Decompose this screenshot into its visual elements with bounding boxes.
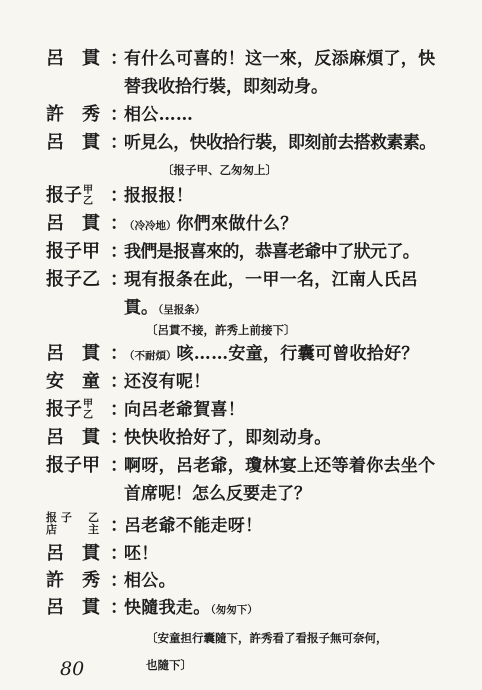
speaker-name: 安 童: [46, 371, 100, 392]
colon: ：: [110, 269, 128, 290]
dialogue-text: 报报报！: [124, 186, 194, 206]
acting-note: （冷冷地）: [124, 220, 177, 232]
dialogue-line: [0, 100, 482, 130]
colon: ：: [110, 48, 128, 69]
dialogue-text: 呂老爺不能走呀！: [124, 516, 263, 536]
dialogue-text: 相公……: [124, 105, 194, 125]
dialogue-line: [0, 128, 482, 158]
colon: ：: [110, 597, 128, 618]
dialogue-text: 快快收拾好了，即刻动身。: [124, 428, 332, 448]
colon: ：: [110, 543, 128, 564]
acting-note: （呈报条）: [158, 304, 206, 316]
speaker-name: 呂 貫: [46, 48, 100, 69]
dialogue-text: 貫。（呈报条）: [124, 298, 206, 318]
colon: ：: [110, 455, 128, 476]
dialogue-continuation: [0, 479, 482, 509]
stage-direction: 〔报子甲、乙匆匆上〕: [162, 163, 277, 177]
acting-note: （匆匆下）: [210, 604, 258, 616]
dialogue-text: 相公。: [124, 571, 176, 591]
dialogue-line: [0, 265, 482, 295]
dialogue-text: 听見么，快收拾行裝，即刻前去搭救素素。: [124, 133, 436, 153]
colon: ：: [110, 343, 128, 364]
colon: ：: [110, 104, 128, 125]
stage-direction: 〔安童担行囊隨下，許秀看了看报子無可奈何，: [146, 631, 388, 645]
dialogue-line: [0, 451, 482, 481]
speaker-name: 报子甲: [46, 241, 100, 262]
dialogue-text: 快隨我走。（匆匆下）: [124, 598, 258, 618]
colon: ：: [110, 132, 128, 153]
dialogue-text: 呸！: [124, 544, 159, 564]
speaker-subscript: 甲 乙: [83, 185, 93, 207]
stage-direction: 也隨下〕: [146, 658, 192, 672]
speaker-name: 許 秀: [46, 104, 100, 125]
acting-note: （不耐煩）: [124, 350, 177, 362]
dialogue-line: [0, 44, 482, 74]
dialogue-text: 啊呀，呂老爺，瓊林宴上还等着你去坐个: [124, 456, 436, 476]
speaker-group: 报 子 店: [46, 511, 72, 536]
colon: ：: [110, 570, 128, 591]
dialogue-line: [0, 539, 482, 569]
colon: ：: [110, 185, 128, 206]
speaker-name: 呂 貫: [46, 427, 100, 448]
speaker-name: 呂 貫: [46, 597, 100, 618]
dialogue-text: 有什么可喜的！这一來，反添麻煩了，快: [124, 49, 436, 69]
dialogue-line: [0, 593, 482, 623]
speaker-name: 报子甲 乙: [46, 399, 93, 421]
dialogue-line: [0, 509, 482, 543]
speaker-name: 呂 貫: [46, 213, 100, 234]
colon: ：: [110, 371, 128, 392]
dialogue-text: （冷冷地）你們來做什么？: [124, 214, 298, 234]
speaker-name: 呂 貫: [46, 343, 100, 364]
speaker-name: 呂 貫: [46, 543, 100, 564]
speaker-name: [46, 512, 110, 536]
speaker-name: 呂 貫: [46, 132, 100, 153]
dialogue-text: 向呂老爺賀喜！: [124, 400, 246, 420]
dialogue-continuation: [0, 72, 482, 102]
speaker-subscript: 甲 乙: [83, 399, 93, 421]
stage-direction: 〔呂貫不接，許秀上前接下〕: [146, 323, 296, 337]
dialogue-text: 还沒有呢！: [124, 372, 211, 392]
dialogue-line: [0, 566, 482, 596]
speaker-name: 报子甲: [46, 455, 100, 476]
colon: ：: [110, 515, 128, 536]
dialogue-text: （不耐煩）咳……安童，行囊可曾收拾好？: [124, 344, 419, 364]
speaker-name: 报子乙: [46, 269, 100, 290]
dialogue-text: 替我收拾行裝，即刻动身。: [124, 77, 328, 97]
dialogue-text: 現有报条在此，一甲一名，江南人氏呂: [124, 270, 419, 290]
speaker-group: 乙 主: [88, 511, 99, 536]
dialogue-line: [0, 367, 482, 397]
dialogue-line: [0, 237, 482, 267]
dialogue-line: [0, 395, 482, 425]
colon: ：: [110, 427, 128, 448]
dialogue-line: [0, 181, 482, 211]
colon: ：: [110, 241, 128, 262]
speaker-name: 許 秀: [46, 570, 100, 591]
dialogue-line: [0, 209, 482, 239]
dialogue-text: 我們是报喜來的，恭喜老爺中了狀元了。: [124, 242, 420, 262]
dialogue-line: [0, 423, 482, 453]
colon: ：: [110, 213, 128, 234]
page-number: 80: [60, 658, 85, 680]
dialogue-line: [0, 339, 482, 369]
speaker-name: 报子甲 乙: [46, 185, 93, 207]
dialogue-text: 首席呢！怎么反要走了？: [124, 484, 311, 504]
colon: ：: [110, 399, 128, 420]
